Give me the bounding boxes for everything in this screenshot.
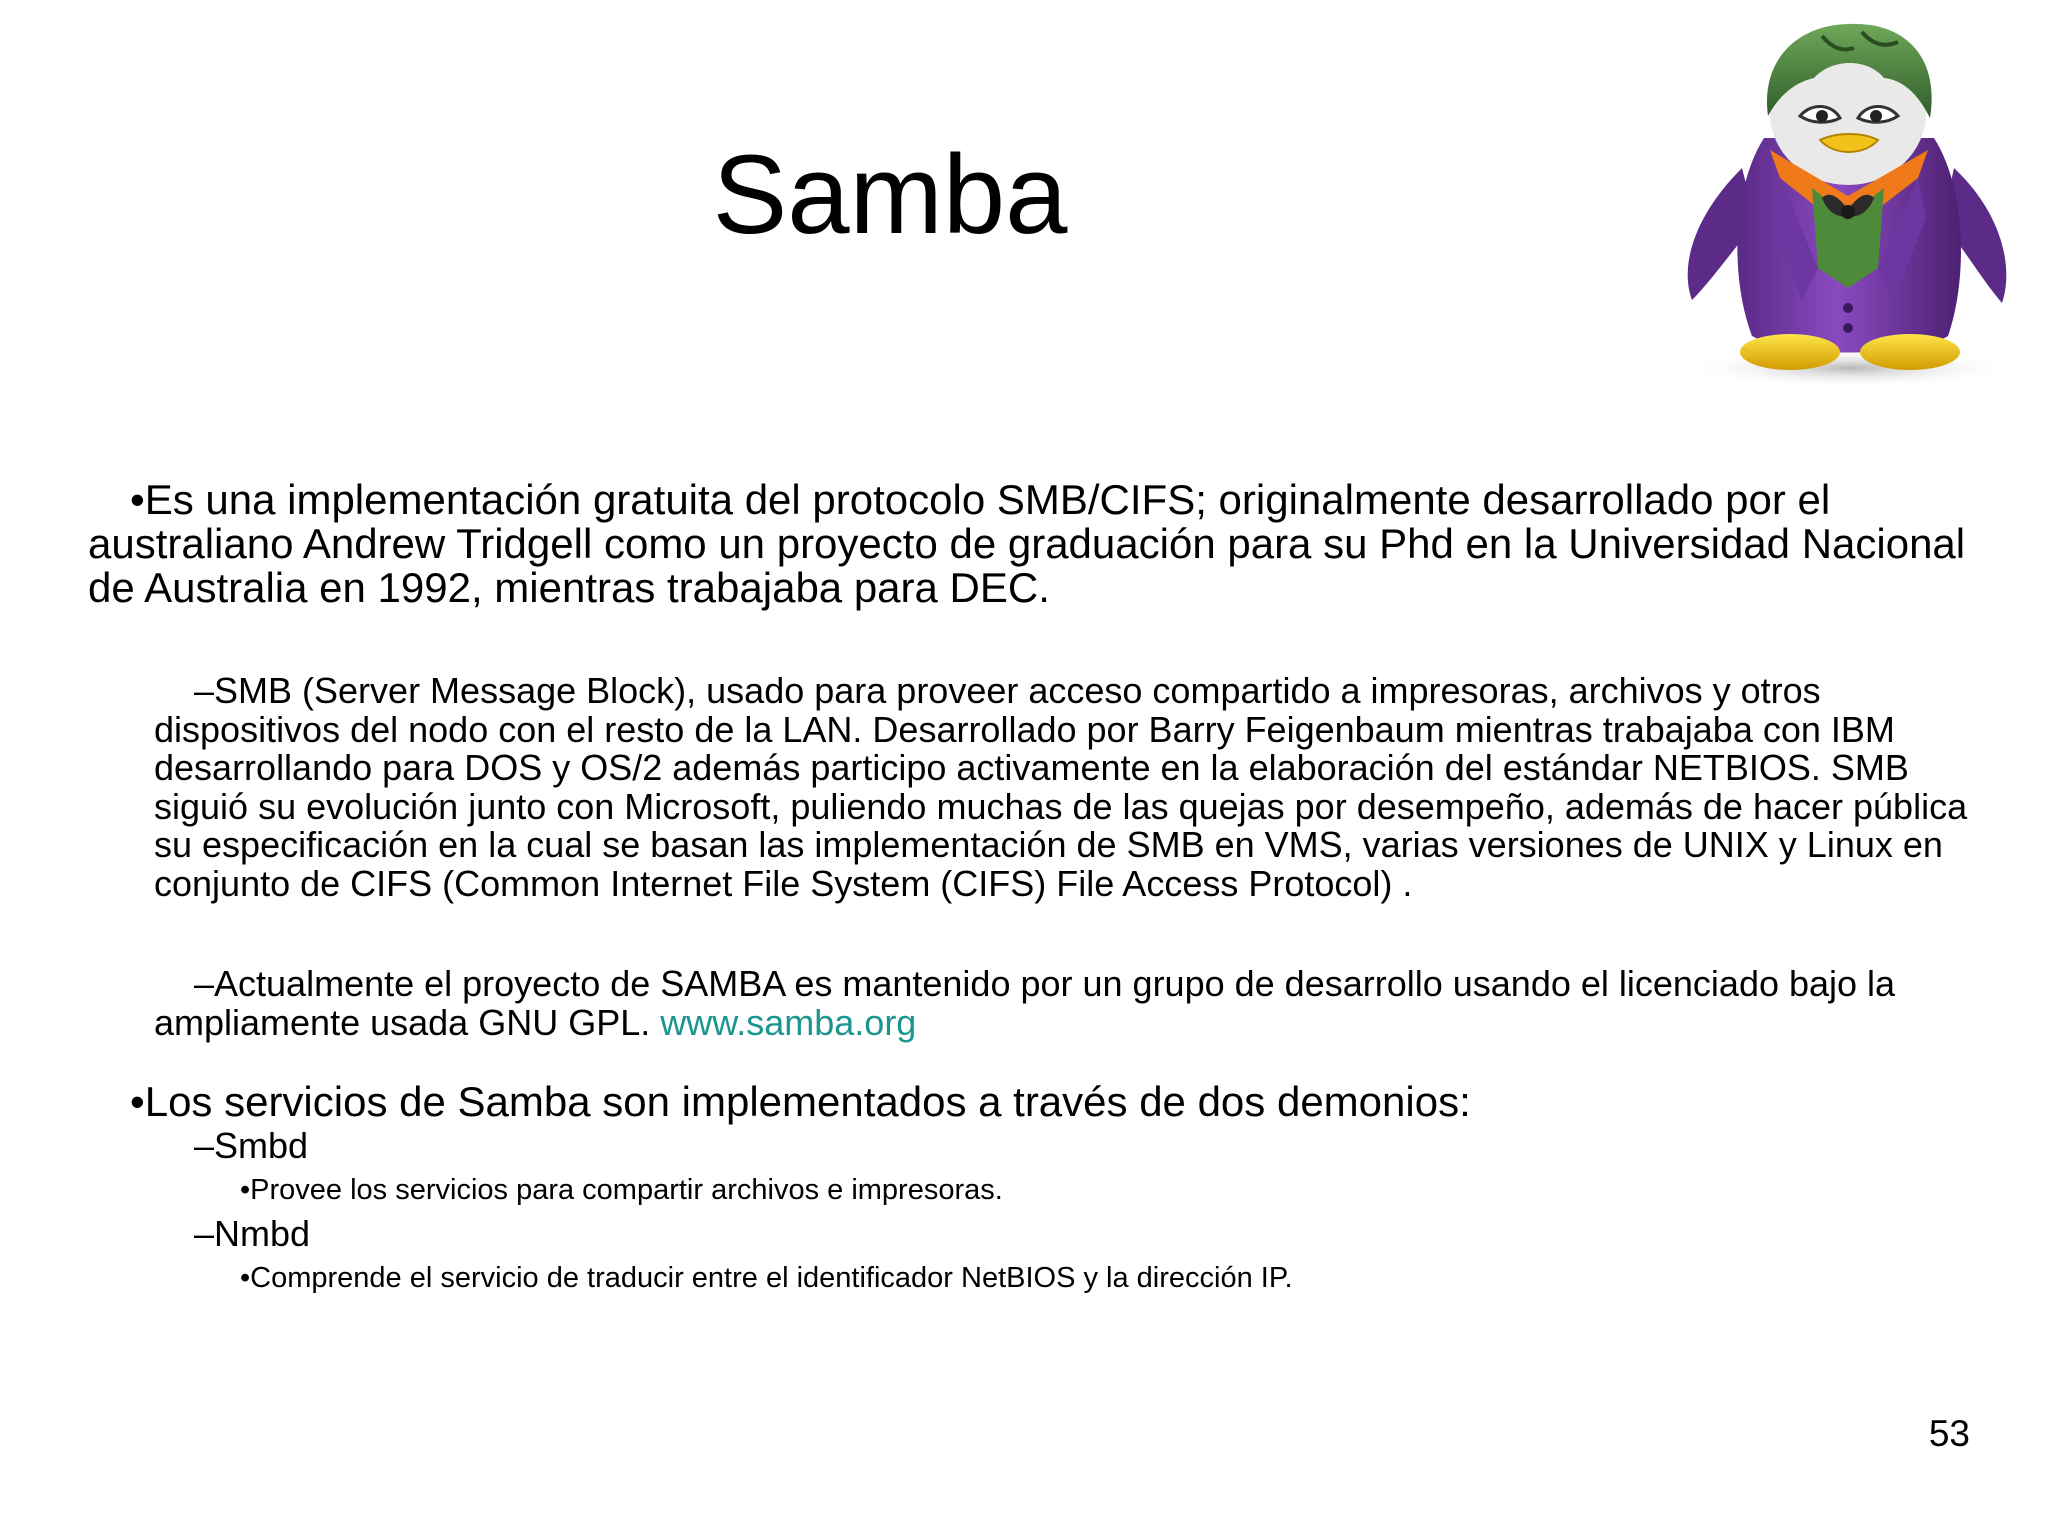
samba-website-link[interactable]: www.samba.org	[660, 1001, 917, 1043]
daemon-nmbd-description: •Comprende el servicio de traducir entre el identificador NetBIOS y la dirección IP.	[240, 1262, 1293, 1294]
slide-title: Samba	[712, 132, 1068, 257]
sub-bullet-smb-description: –SMB (Server Message Block), usado para proveer acceso compartido a impresoras, archivos y otros dispositivos del nodo con el resto de la LAN. Desarrollado por Barry Feigenbaum mientras trabajaba con IBM desarrollando para DOS y OS/2 además participo activamente en la elaboración del estándar NETBIOS. SMB siguió su evolución junto con Microsoft, puliendo muchas de las quejas por desempeño, además de hacer pública su especificación en la cual se basan las implementación de SMB en VMS, varias versiones de UNIX y Linux en conjunto de CIFS (Common Internet File System (CIFS) File Access Protocol) .	[154, 670, 1968, 904]
sub-bullet-samba-maintenance	[154, 965, 1968, 1042]
daemon-nmbd-name: –Nmbd	[194, 1213, 311, 1254]
page-number: 53	[1928, 1413, 1970, 1454]
bullet-samba-services: •Los servicios de Samba son implementados a través de dos demonios:	[130, 1078, 1471, 1125]
daemon-smbd-description: •Provee los servicios para compartir archivos e impresoras.	[240, 1174, 1003, 1206]
slide-body	[88, 478, 1968, 1300]
samba-maintenance-text: –Actualmente el proyecto de SAMBA es mantenido por un grupo de desarrollo usando el licenciado bajo la ampliamente usada GNU GPL.	[154, 963, 1896, 1043]
bullet-samba-definition: •Es una implementación gratuita del protocolo SMB/CIFS; originalmente desarrollado por el australiano Andrew Tridgell como un proyecto de graduación para su Phd en la Universidad Nacional de Australia en 1992, mientras trabajaba para DEC.	[88, 476, 1966, 611]
daemon-smbd-name: –Smbd	[194, 1125, 309, 1166]
joker-penguin-icon	[1672, 18, 2018, 388]
